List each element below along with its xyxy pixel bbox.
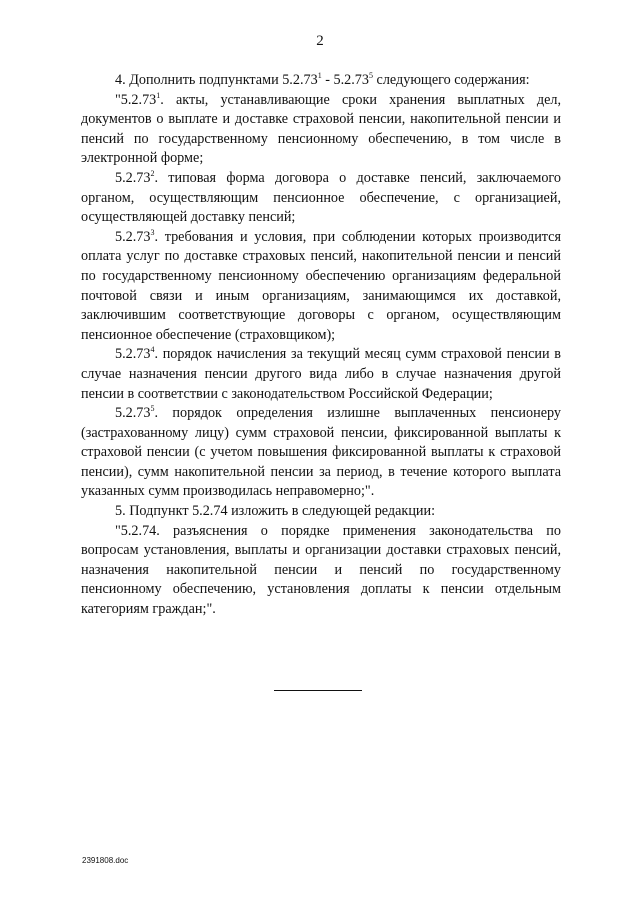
subitem-5-2-73-5: 5.2.73$^5$. порядок определения излишне выплаченных пенсионеру (застрахованному лицу) сумм страховой пенсии, фиксированной выплаты к страховой пенсии (с учетом повышения фиксированной выплаты к страховой пенсии), сумм накопительной пенсии за период, в течение которого выплата указанных сумм производилась неправомерно;". bbox=[81, 404, 561, 500]
item-4-heading: 4. Дополнить подпунктами 5.2.73$^1$ - 5.2.73$^5$ следующего содержания: bbox=[115, 71, 530, 88]
subitem-5-2-73-3: 5.2.73$^3$. требования и условия, при соблюдении которых производится оплата услуг по доставке страховых пенсий, накопительной пенсии и пенсий по государственному пенсионному обеспечению организациям федеральной почтовой связи и иным организациям, занимающимся их доставкой, заключившим соответствующие договоры с органом, осуществляющим пенсионное обеспечение (страховщиком); bbox=[81, 227, 561, 343]
closing-rule bbox=[274, 690, 362, 691]
subitem-5-2-73-1: "5.2.73$^1$. акты, устанавливающие сроки хранения выплатных дел, документов о выплате и доставке страховой пенсии, накопительной пенсии и пенсий по государственному пенсионному обеспечению, в том числе в электронной форме; bbox=[81, 90, 561, 167]
item-5-heading: 5. Подпункт 5.2.74 изложить в следующей редакции: bbox=[115, 503, 436, 520]
subitem-5-2-73-2: 5.2.73$^2$. типовая форма договора о доставке пенсий, заключаемого органом, осуществляющим пенсионное обеспечение, с организацией, осуществляющей доставку пенсий; bbox=[81, 168, 561, 226]
page-number: 2 bbox=[316, 33, 324, 49]
subitem-5-2-73-4: 5.2.73$^4$. порядок начисления за текущий месяц сумм страховой пенсии в случае назначения пенсии другого вида либо в случае назначения другой пенсии в соответствии с законодательством Российской Федерации; bbox=[81, 345, 561, 402]
document-filename: 2391808.doc bbox=[82, 856, 129, 865]
subitem-5-2-74: "5.2.74. разъяснения о порядке применения законодательства по вопросам установления, выплаты и организации доставки страховых пенсий, назначения накопительной пенсии и пенсий по государственному пенсионному обеспечению, установления доплаты к пенсии отдельным категориям граждан;". bbox=[81, 522, 561, 618]
document-body bbox=[81, 71, 561, 620]
